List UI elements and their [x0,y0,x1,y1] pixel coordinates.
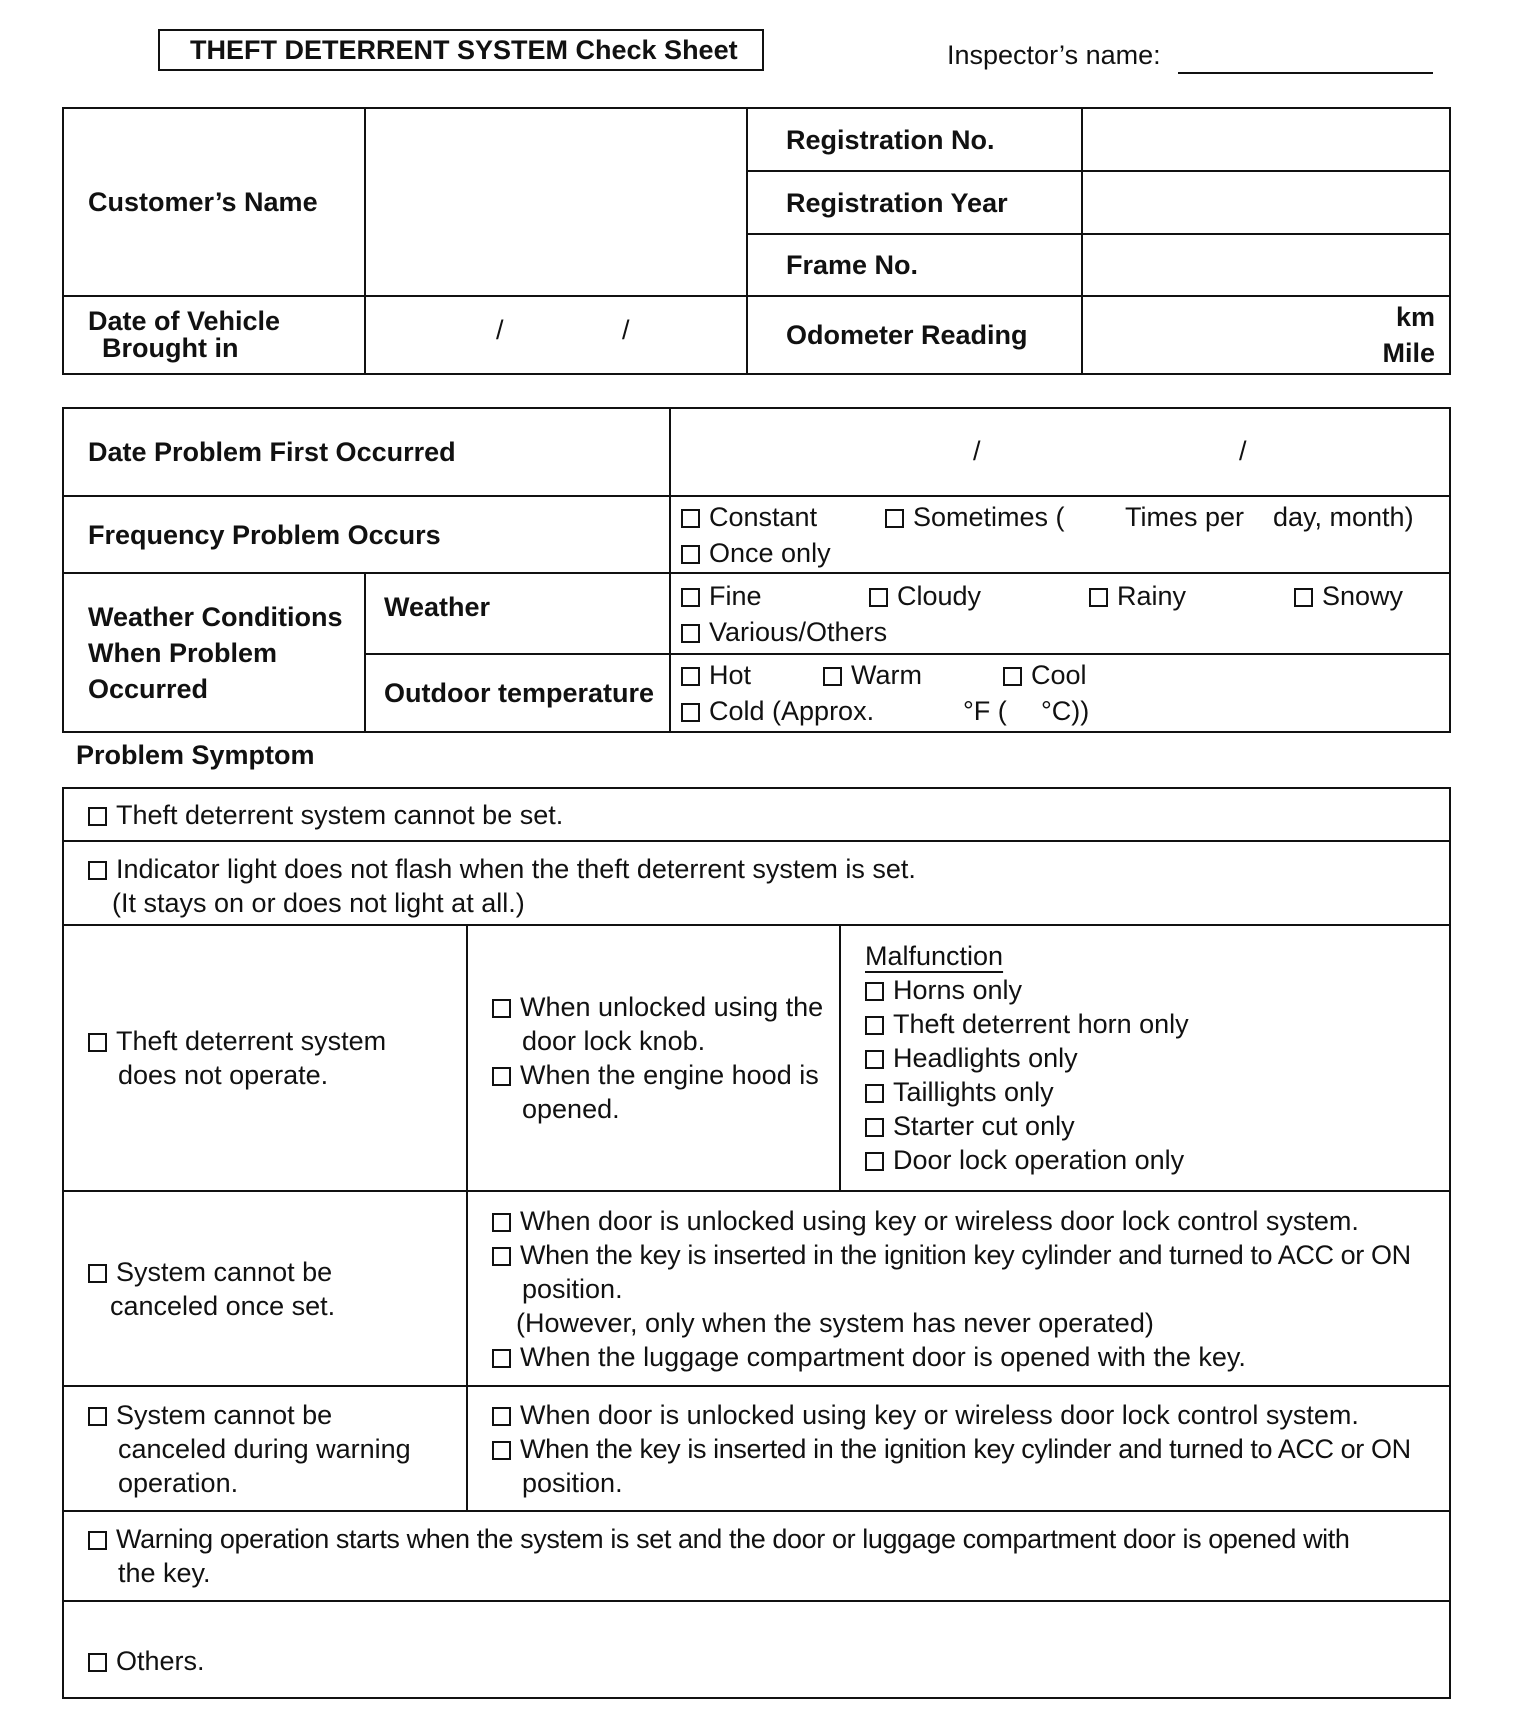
freq-once-option[interactable] [681,535,831,571]
checkbox[interactable] [823,667,842,686]
inspector-name-field[interactable] [1178,72,1433,74]
temp-warm-option[interactable] [823,657,1003,693]
cannot-cancel-conditions [467,1191,1450,1386]
malfunction-item [865,1007,1449,1041]
temp-cool-label: Cool [1031,660,1087,690]
malfunction-list [840,925,1450,1191]
date-brought-label-line2: Brought in [102,333,239,363]
temp-warm-label: Warm [851,660,922,690]
malfunction-door-lock-only: Door lock operation only [893,1145,1185,1175]
checkbox[interactable] [88,807,107,826]
vehicle-info-table [62,107,1451,375]
odometer-field[interactable] [1082,296,1450,374]
symptom-indicator-line1: Indicator light does not flash when the theft deterrent system is set. [116,854,916,884]
weather-cloudy-option[interactable] [869,578,1089,614]
temp-c-unit: °C)) [1041,696,1090,726]
checkbox[interactable] [88,1407,107,1426]
weather-conditions-line2: When Problem [88,637,278,668]
date-brought-label [63,296,365,374]
malfunction-headlights-only: Headlights only [893,1043,1078,1073]
registration-no-field[interactable] [1082,108,1450,171]
malfunction-item [865,1041,1449,1075]
unit-km: km [1395,302,1435,332]
malfunction-taillights-only: Taillights only [893,1077,1054,1107]
cannot-cancel-warning-line3: operation. [118,1467,239,1498]
date-separator: / [496,315,504,345]
symptom-cannot-set [63,788,1450,841]
customer-name-label: Customer’s Name [63,108,365,296]
checkbox[interactable] [885,509,904,528]
problem-symptom-table [62,787,1451,1699]
symptom-indicator-line2: (It stays on or does not light at all.) [112,888,525,918]
weather-fine-option[interactable] [681,578,869,614]
occurrence-table [62,407,1451,733]
cannot-cancel-warning-line1: System cannot be [116,1399,333,1430]
cond-door-unlocked-key: When door is unlocked using key or wireless door lock control system. [520,1399,1359,1430]
weather-conditions-line3: Occurred [88,673,209,704]
does-not-operate-conditions [467,925,840,1191]
malfunction-horns-only: Horns only [893,975,1023,1005]
frame-no-field[interactable] [1082,234,1450,296]
temp-hot-option[interactable] [681,657,823,693]
registration-no-label: Registration No. [747,108,1082,171]
weather-various-option[interactable] [681,614,887,650]
checkbox[interactable] [492,1349,511,1368]
date-brought-field[interactable] [365,296,747,374]
weather-options [670,573,1450,654]
freq-constant-label: Constant [709,501,818,532]
freq-day-month: day, month) [1273,501,1414,532]
symptom-cannot-set-label: Theft deterrent system cannot be set. [116,799,564,830]
cond-door-lock-knob-line2: door lock knob. [522,1026,706,1056]
checkbox[interactable] [88,1264,107,1283]
outdoor-temperature-label: Outdoor temperature [365,654,670,732]
checkbox[interactable] [865,1050,884,1069]
freq-sometimes-label: Sometimes ( [913,501,1065,532]
freq-once-label: Once only [709,537,831,568]
checkbox[interactable] [865,1016,884,1035]
malfunction-item [865,1109,1449,1143]
checkbox[interactable] [88,1033,107,1052]
temp-cold-option[interactable] [681,693,963,729]
warning-starts-line2: the key. [118,1558,211,1588]
cond-engine-hood-line2: opened. [522,1094,620,1124]
weather-fine-label: Fine [709,580,762,611]
checkbox[interactable] [492,1407,511,1426]
malfunction-theft-horn-only: Theft deterrent horn only [893,1009,1189,1039]
checkbox[interactable] [88,1653,107,1672]
odometer-label: Odometer Reading [747,296,1082,374]
checkbox[interactable] [1294,588,1313,607]
cond-luggage-door: When the luggage compartment door is opened with the key. [520,1341,1246,1372]
malfunction-item [865,1075,1449,1109]
symptom-does-not-operate [63,925,467,1191]
cond-door-unlocked-key: When door is unlocked using key or wireless door lock control system. [520,1205,1359,1236]
temperature-options [670,654,1450,732]
checkbox[interactable] [681,545,700,564]
symptom-indicator-light [63,841,1450,925]
checkbox[interactable] [492,1441,511,1460]
checkbox[interactable] [865,1152,884,1171]
symptom-cannot-cancel-warning [63,1386,467,1511]
frame-no-label: Frame No. [747,234,1082,296]
temp-cold-label: Cold (Approx. [709,696,875,726]
date-separator: / [622,315,630,345]
weather-label: Weather [365,573,670,654]
checkbox[interactable] [681,588,700,607]
symptom-warning-starts [63,1511,1450,1601]
cond-note: (However, only when the system has never operated) [516,1307,1154,1338]
cannot-cancel-line1: System cannot be [116,1256,333,1287]
problem-symptom-title: Problem Symptom [76,740,315,770]
malfunction-item [865,973,1449,1007]
warning-starts-line1: Warning operation starts when the system is set and the door or luggage compartment door is opened with [116,1524,1350,1554]
weather-rainy-option[interactable] [1089,578,1294,614]
cond-key-inserted-line2: position. [522,1467,623,1498]
checkbox[interactable] [681,703,700,722]
does-not-operate-line2: does not operate. [118,1060,329,1090]
checkbox[interactable] [492,999,511,1018]
date-brought-label-line1: Date of Vehicle [88,306,281,336]
registration-year-label: Registration Year [747,171,1082,234]
date-first-occurred-field[interactable] [670,408,1450,496]
does-not-operate-line1: Theft deterrent system [116,1026,387,1056]
weather-rainy-label: Rainy [1117,580,1187,611]
symptom-cannot-cancel [63,1191,467,1386]
checkbox[interactable] [492,1247,511,1266]
date-first-occurred-label: Date Problem First Occurred [63,408,670,496]
weather-snowy-label: Snowy [1322,580,1404,611]
checkbox[interactable] [681,667,700,686]
checkbox[interactable] [681,624,700,643]
checkbox[interactable] [88,1531,107,1550]
weather-various-label: Various/Others [709,616,888,647]
freq-times-per: Times per [1125,501,1245,532]
temp-f-unit: °F ( [963,696,1007,726]
weather-conditions-line1: Weather Conditions [88,601,343,632]
checkbox[interactable] [681,509,700,528]
weather-snowy-option[interactable] [1294,578,1403,614]
registration-year-field[interactable] [1082,171,1450,234]
freq-constant-option[interactable] [681,499,885,535]
date-separator: / [1239,436,1247,466]
checkbox[interactable] [865,1084,884,1103]
temp-hot-label: Hot [709,660,752,690]
weather-cloudy-label: Cloudy [897,580,982,611]
date-separator: / [973,436,981,466]
temp-cool-option[interactable] [1003,657,1087,693]
cannot-cancel-warning-line2: canceled during warning [118,1433,411,1464]
checkbox[interactable] [1089,588,1108,607]
checkbox[interactable] [492,1213,511,1232]
others-label: Others. [116,1645,205,1676]
cond-key-inserted-line2: position. [522,1273,623,1304]
cannot-cancel-warning-conditions [467,1386,1450,1511]
unit-mile: Mile [1382,338,1435,368]
checkbox[interactable] [88,861,107,880]
symptom-others [63,1601,1450,1698]
checkbox[interactable] [869,588,888,607]
freq-sometimes-option[interactable] [885,499,1125,535]
checkbox[interactable] [865,1118,884,1137]
customer-name-field[interactable] [365,108,747,296]
malfunction-title: Malfunction [865,941,1004,971]
cond-key-inserted-line1: When the key is inserted in the ignition key cylinder and turned to ACC or ON [520,1433,1411,1464]
malfunction-item [865,1143,1449,1177]
cannot-cancel-line2: canceled once set. [110,1290,336,1321]
malfunction-starter-cut-only: Starter cut only [893,1111,1075,1141]
frequency-label: Frequency Problem Occurs [63,496,670,573]
cond-engine-hood-line1: When the engine hood is [520,1060,819,1090]
inspector-name-label: Inspector’s name: [947,40,1161,70]
checkbox[interactable] [492,1067,511,1086]
checkbox[interactable] [1003,667,1022,686]
checkbox[interactable] [865,982,884,1001]
weather-conditions-label [63,573,365,732]
frequency-options [670,496,1450,573]
cond-door-lock-knob-line1: When unlocked using the [520,992,824,1022]
check-sheet-title: THEFT DETERRENT SYSTEM Check Sheet [158,29,764,71]
cond-key-inserted-line1: When the key is inserted in the ignition key cylinder and turned to ACC or ON [520,1239,1411,1270]
